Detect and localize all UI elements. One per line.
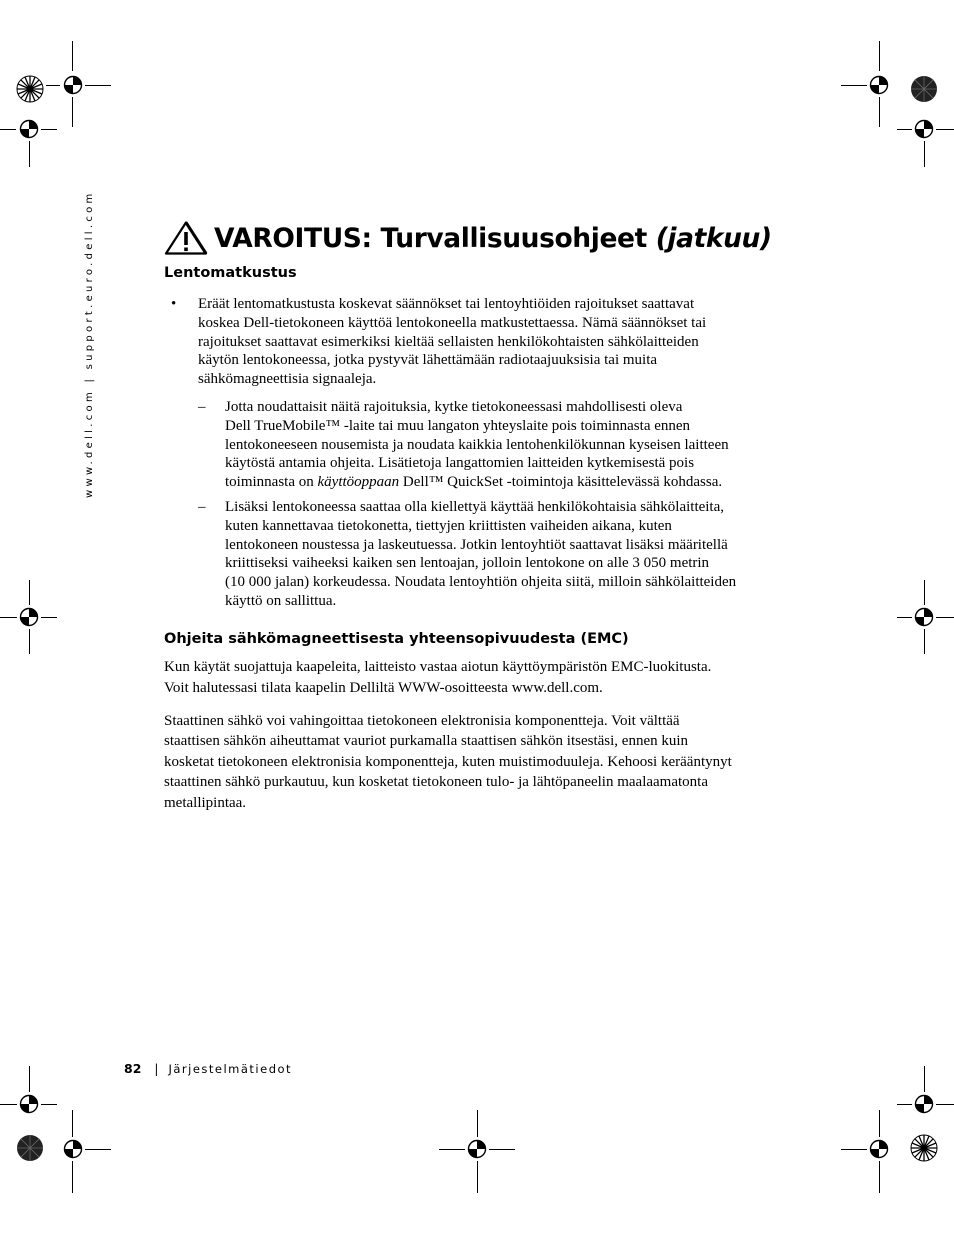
registration-crosshair-icon <box>465 1137 489 1161</box>
registration-wheel-solid-icon <box>16 1134 44 1162</box>
warning-triangle-icon <box>164 220 208 256</box>
registration-crosshair-icon <box>912 605 936 629</box>
dash-marker: – <box>198 499 206 515</box>
sub-paragraph-1: Jotta noudattaisit näitä rajoituksia, kytke tietokoneessasi mahdollisesti oleva Dell TrueMobile™ -laite tai muu langaton yhteyslaite pois toiminnasta ennen lentokoneeseen nousemista ja noudata kaikkia lentohenkilökunnan kyseisen laitteen käytöstä antamia ohjeita. Lisätietoja langattomien laitteiden kytkemisestä pois toiminnasta on käyttöoppaan Dell™ QuickSet -toimintoja käsittelevässä kohdassa. <box>225 399 729 491</box>
registration-wheel-solid-icon <box>910 75 938 103</box>
registration-crosshair-icon <box>61 1137 85 1161</box>
title-continued: (jatkuu) <box>655 222 772 254</box>
static-electricity-paragraph: Staattinen sähkö voi vahingoittaa tietokoneen elektronisia komponentteja. Voit välttää staattisen sähkön aiheuttamat vauriot purkamalla staattisen sähkön itsestäsi, ennen kuin kosketat tietokoneen elektronisia komponentteja, kuten muistimoduuleja. Kehoosi kerääntynyt staattinen sähkö purkautuu, kun kosketat tietokoneen tulo- ja lähtöpaneelin maalaamatonta metallipintaa. <box>164 713 732 811</box>
footer-section-name: Järjestelmätiedot <box>168 1061 293 1076</box>
registration-wheel-icon <box>910 1134 938 1162</box>
registration-crosshair-icon <box>867 73 891 97</box>
emc-paragraph: Kun käytät suojattuja kaapeleita, laitteisto vastaa aiotun käyttöympäristön EMC-luokitusta. Voit halutessasi tilata kaapelin Delliltä WWW-osoitteesta www.dell.com. <box>164 659 712 696</box>
page-number: 82 <box>124 1061 142 1076</box>
registration-crosshair-icon <box>61 73 85 97</box>
registration-crosshair-icon <box>912 117 936 141</box>
registration-wheel-icon <box>16 75 44 103</box>
section-heading-air-travel: Lentomatkustus <box>164 265 297 281</box>
registration-crosshair-icon <box>912 1092 936 1116</box>
registration-crosshair-icon <box>17 1092 41 1116</box>
footer-separator: | <box>154 1061 159 1076</box>
bullet-marker: • <box>171 296 177 312</box>
registration-crosshair-icon <box>867 1137 891 1161</box>
bullet-paragraph: Eräät lentomatkustusta koskevat säännökset tai lentoyhtiöiden rajoitukset saattavat koskea Dell-tietokoneen käyttöä lentokoneella matkustettaessa. Nämä säännökset tai rajoitukset saattavat esimerkiksi kieltää sellaisten henkilökohtaisten sähkölaitteiden käytön lentokoneessa, jotka pystyvät lähettämään radiotaajuuksisia tai muita sähkömagneettisia signaaleja. <box>198 296 707 388</box>
title-text <box>214 223 772 254</box>
page-footer <box>124 1061 292 1076</box>
title-main: VAROITUS: Turvallisuusohjeet <box>214 222 656 254</box>
registration-crosshair-icon <box>17 605 41 629</box>
sub-paragraph-2: Lisäksi lentokoneessa saattaa olla kiellettyä käyttää henkilökohtaisia sähkölaitteita, kuten kannettavaa tietokonetta, tiettyjen kriittisten vaiheiden aikana, kuten lentokoneen noustessa ja laskeutuessa. Jotkin lentoyhtiöt saattavat lisäksi määritellä kriittiseksi vaiheeksi kaiken sen lentoajan, jolloin lentokone on alle 3 050 metrin (10 000 jalan) korkeudessa. Noudata lentoyhtiön ohjeita siitä, milloin sähkölaitteiden käyttö on sallittua. <box>225 499 737 609</box>
registration-crosshair-icon <box>17 117 41 141</box>
page-title <box>164 218 772 258</box>
dell-website-link[interactable]: www.dell.com <box>511 680 600 696</box>
dash-marker: – <box>198 399 206 415</box>
section-heading-emc: Ohjeita sähkömagneettisesta yhteensopivuudesta (EMC) <box>164 631 629 647</box>
side-url: www.dell.com | support.euro.dell.com <box>84 190 95 498</box>
